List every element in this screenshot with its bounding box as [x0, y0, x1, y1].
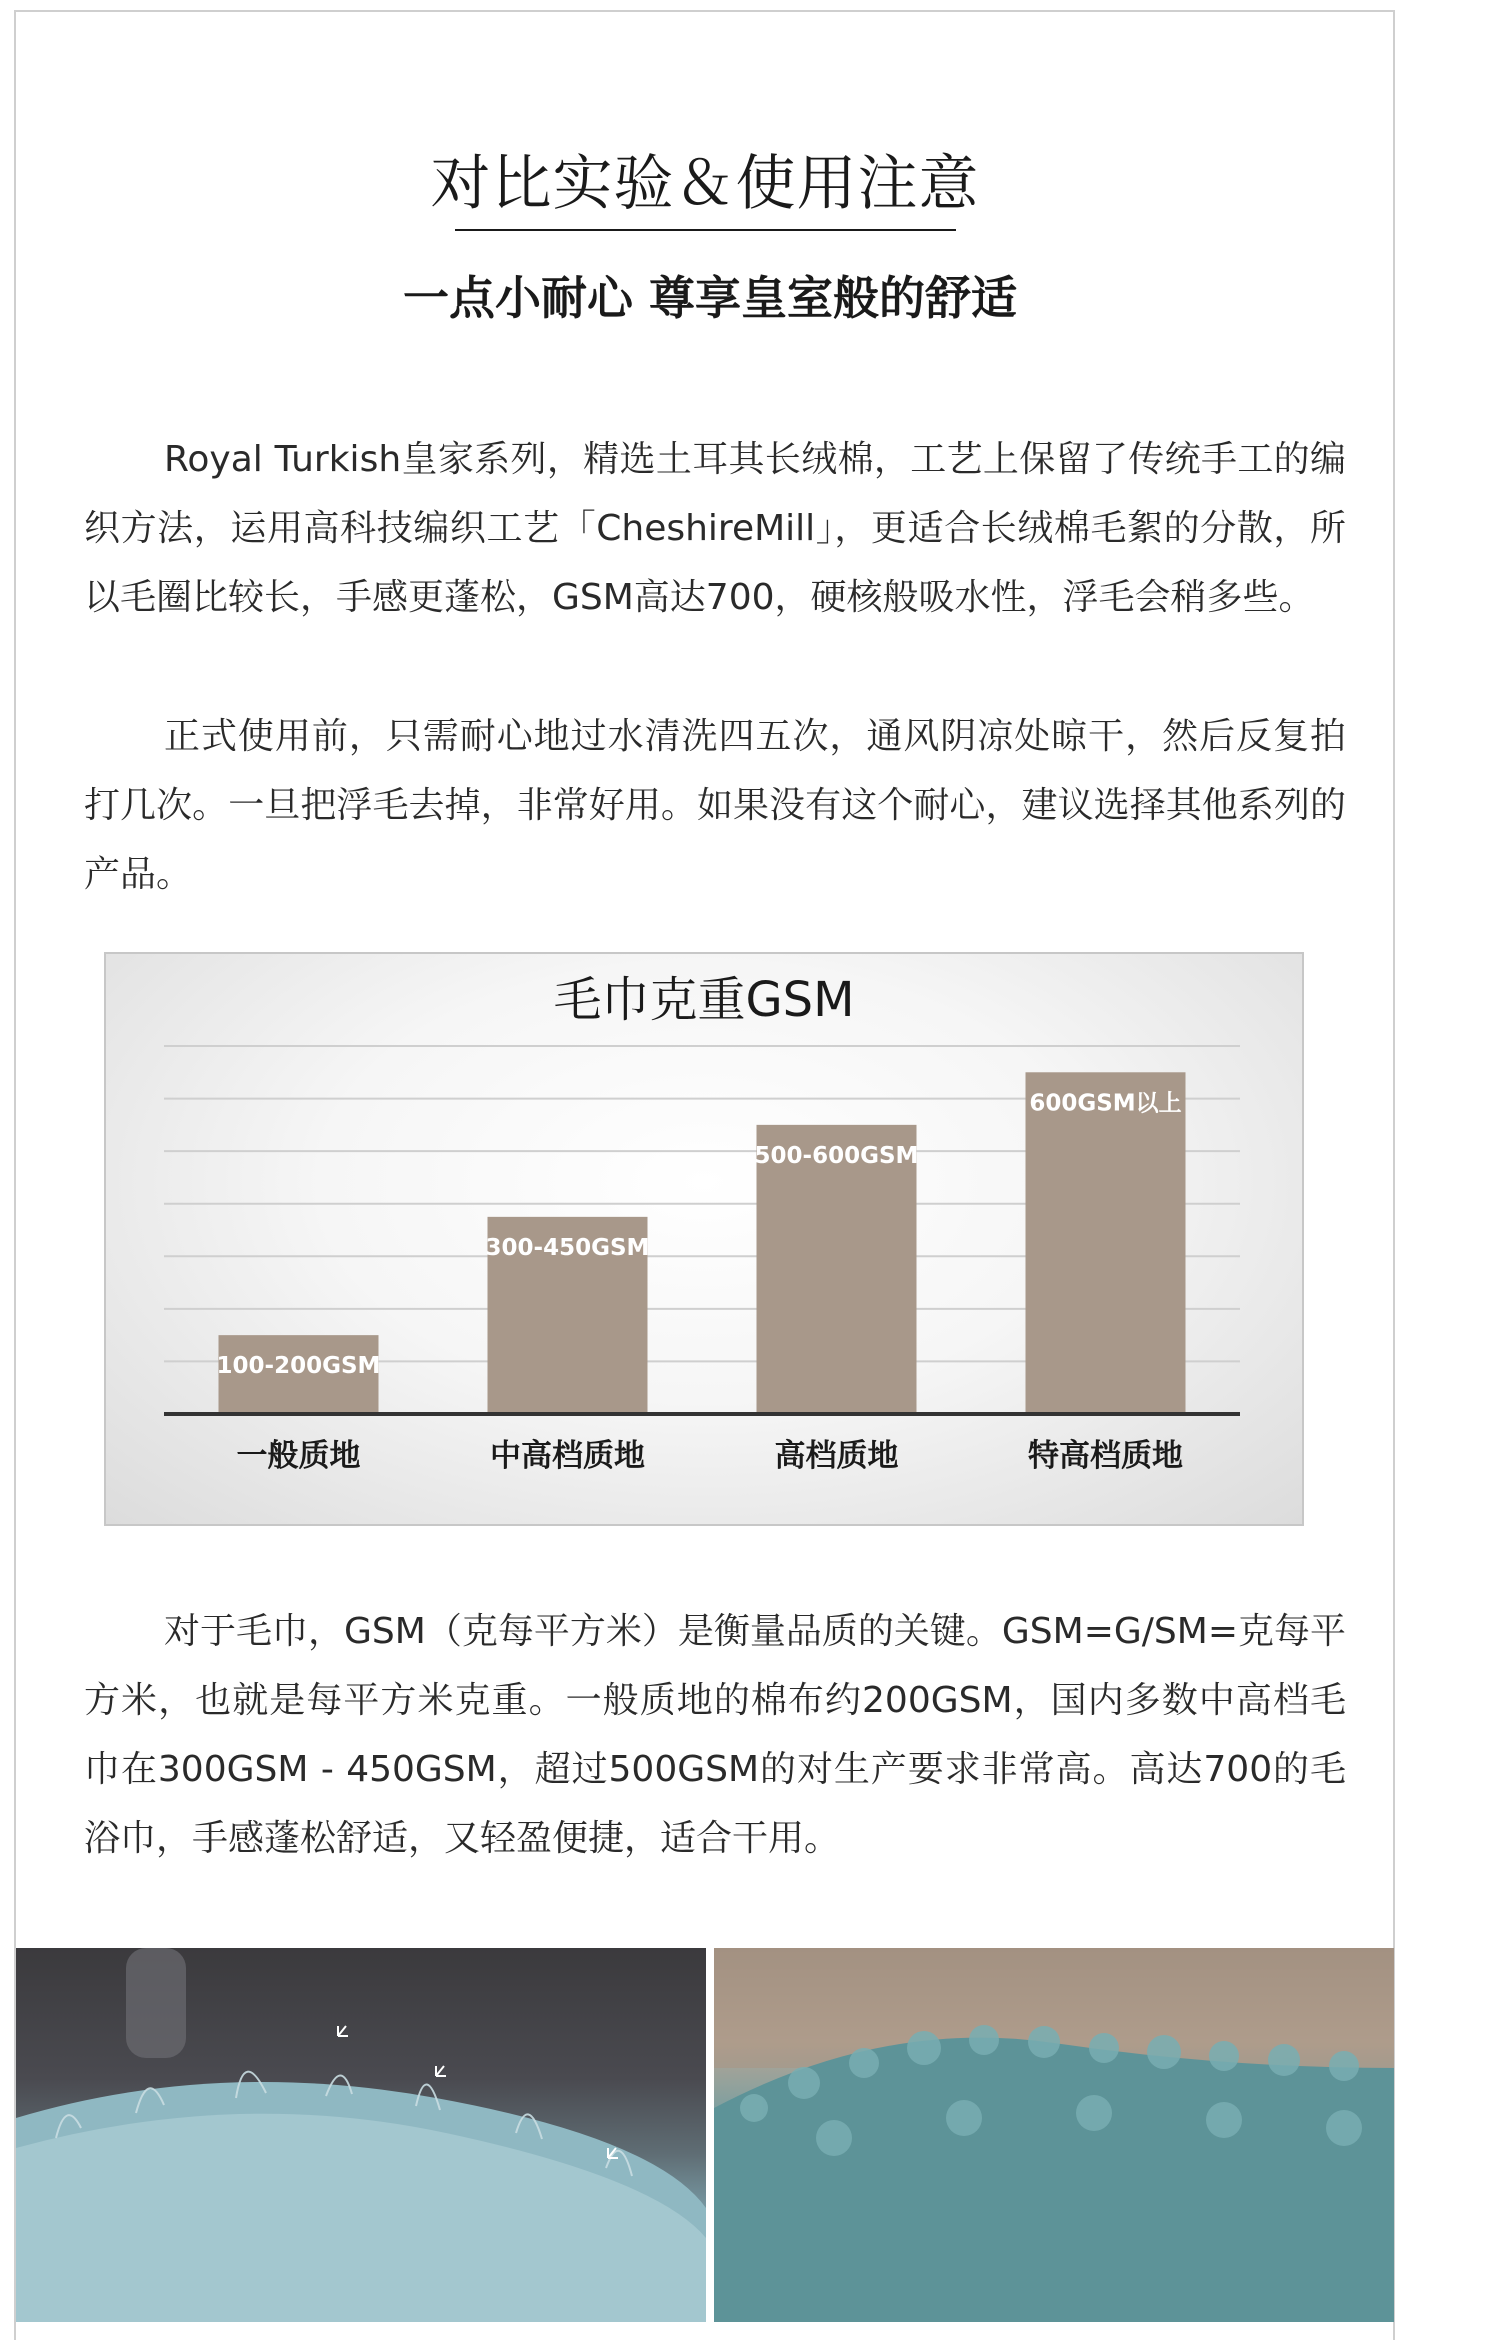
- usage-paragraph: 正式使用前，只需耐心地过水清洗四五次，通风阴凉处晾干，然后反复拍打几次。一旦把浮毛去掉，非常好用。如果没有这个耐心，建议选择其他系列的产品。: [84, 716, 1346, 895]
- gsm-explanation-paragraph: 对于毛巾，GSM（克每平方米）是衡量品质的关键。GSM=G/SM=克每平方米，也就是每平方米克重。一般质地的棉布约200GSM，国内多数中高档毛巾在300GSM - 450GSM，超过500GSM的对生产要求非常高。高达700的毛浴巾，手感蓬松舒适，又轻盈便捷，适合干用。: [84, 1611, 1346, 1859]
- chart-category-label: 一般质地: [236, 1438, 361, 1474]
- gsm-bar-chart: [104, 952, 1304, 1526]
- chart-category-label: 中高档质地: [490, 1438, 645, 1474]
- chart-data-label: 100-200GSM: [216, 1353, 381, 1380]
- title-divider: [455, 229, 956, 231]
- fluff-illustration: [16, 1948, 706, 2322]
- page-title: 对比实验＆使用注意: [430, 149, 980, 219]
- chart-bar: [1026, 1072, 1186, 1414]
- chart-category-label: 高档质地: [774, 1438, 899, 1474]
- page-subtitle: 一点小耐心 尊享皇室般的舒适: [402, 271, 1017, 325]
- comparison-photos: [16, 1948, 1394, 2322]
- chart-canvas: [106, 954, 1302, 1524]
- chart-data-label: 600GSM以上: [1029, 1090, 1182, 1117]
- chart-category-label: 特高档质地: [1028, 1438, 1183, 1474]
- chart-data-label: 500-600GSM: [754, 1142, 919, 1169]
- towel-loops-photo-icon: [714, 1948, 1394, 2322]
- intro-paragraph: Royal Turkish皇家系列，精选土耳其长绒棉，工艺上保留了传统手工的编织方法，运用高科技编织工艺「CheshireMill」，更适合长绒棉毛絮的分散，所以毛圈比较长，手感更蓬松，GSM高达700，硬核般吸水性，浮毛会稍多些。: [84, 439, 1346, 618]
- chart-data-label: 300-450GSM: [485, 1234, 650, 1261]
- towel-fluff-photo-icon: [16, 1948, 706, 2322]
- loops-illustration: [714, 1948, 1394, 2322]
- chart-title: 毛巾克重GSM: [553, 972, 855, 1028]
